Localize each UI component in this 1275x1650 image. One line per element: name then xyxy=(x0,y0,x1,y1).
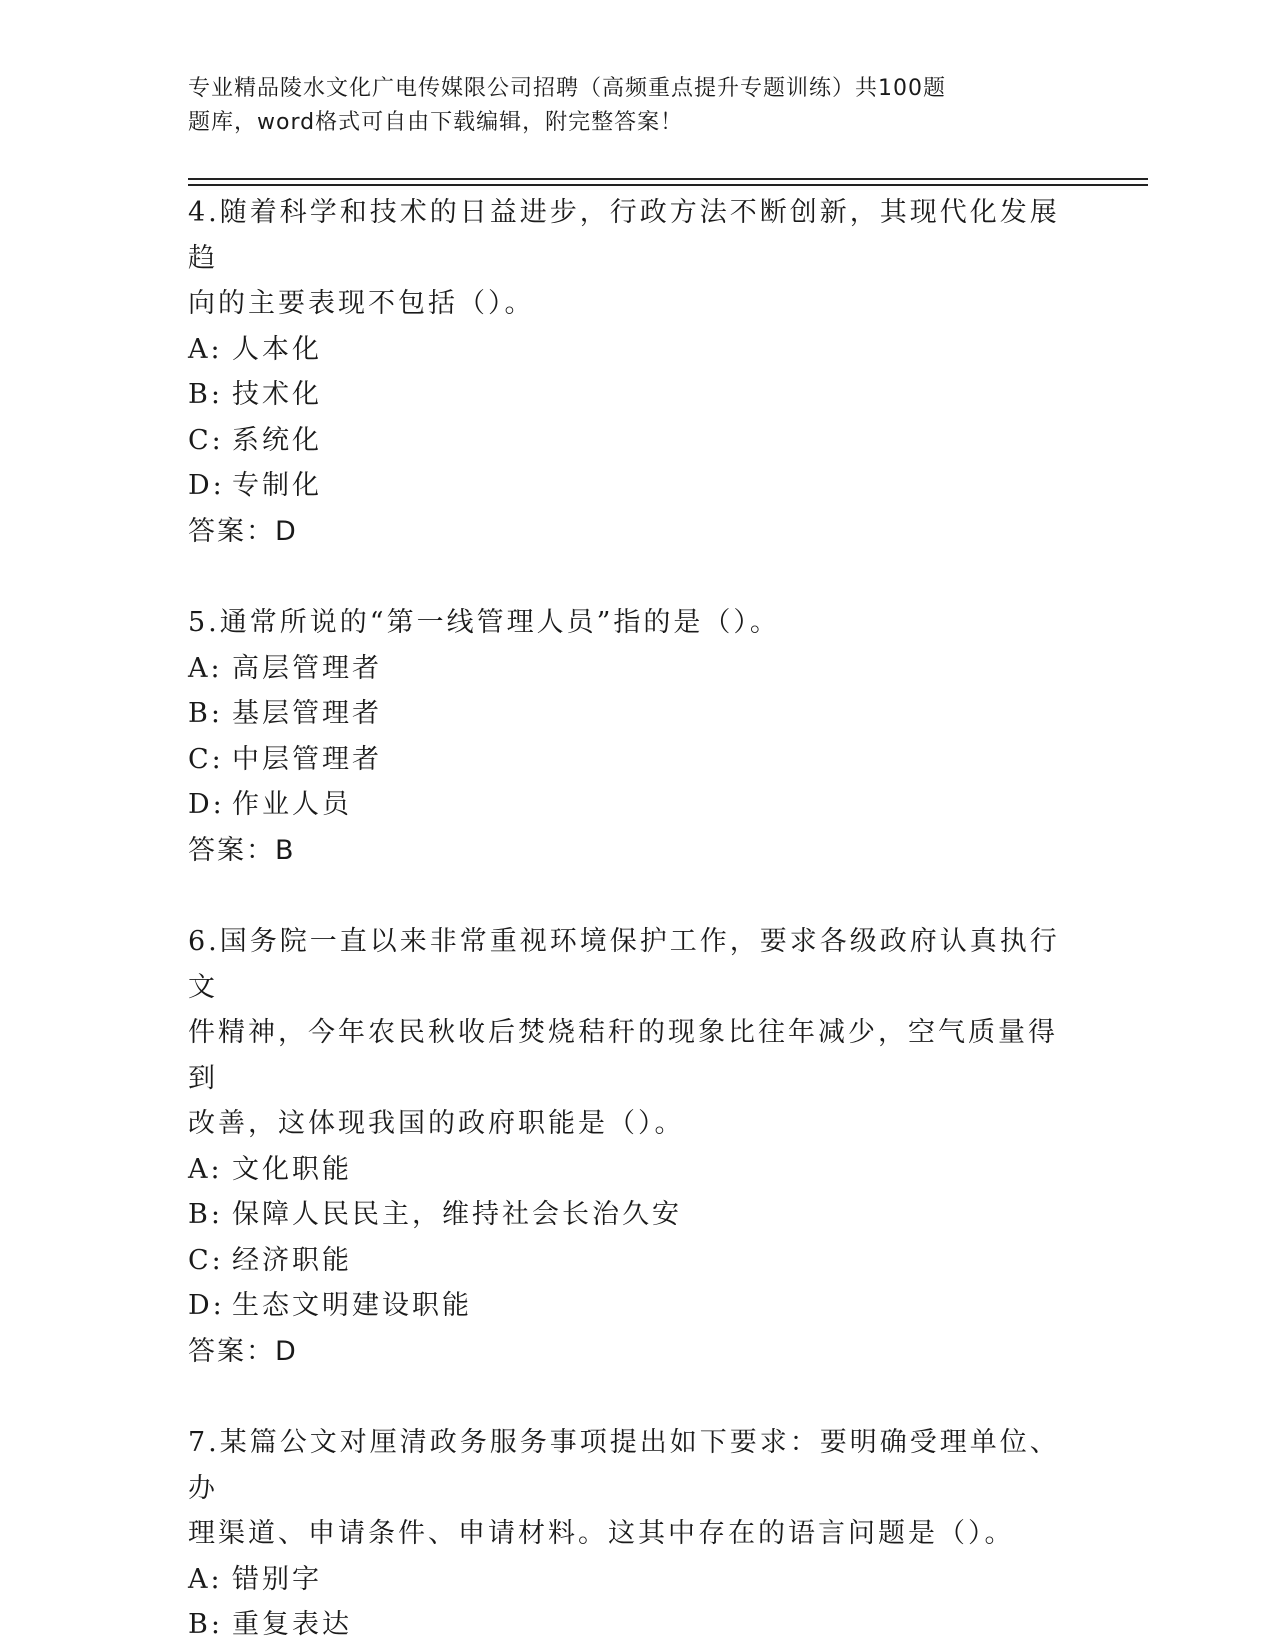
option-text: 专制化 xyxy=(232,470,322,501)
option-a xyxy=(188,1147,1068,1193)
document-header xyxy=(188,72,1048,140)
option-c xyxy=(188,418,1068,464)
option-a xyxy=(188,327,1068,373)
question-text-line: 7.某篇公文对厘清政务服务事项提出如下要求：要明确受理单位、办 xyxy=(188,1427,1060,1504)
option-d xyxy=(188,782,1068,828)
option-text: 作业人员 xyxy=(232,789,352,820)
option-text: 系统化 xyxy=(232,424,322,456)
question-text-line: 理渠道、申请条件、申请材料。这其中存在的语言问题是（）。 xyxy=(188,1518,1015,1549)
option-b xyxy=(188,372,1068,418)
option-text: 生态文明建设职能 xyxy=(232,1290,472,1321)
option-letter: B: xyxy=(188,698,223,729)
header-line-1: 专业精品陵水文化广电传媒限公司招聘（高频重点提升专题训练）共100题 xyxy=(188,76,946,101)
answer-text: 答案：B xyxy=(188,834,296,866)
option-a xyxy=(188,1557,1068,1603)
question-item xyxy=(188,919,1068,1374)
option-letter: A: xyxy=(188,333,223,365)
question-text-line: 4.随着科学和技术的日益进步，行政方法不断创新，其现代化发展趋 xyxy=(188,197,1060,274)
option-text: 高层管理者 xyxy=(232,652,382,684)
option-letter: C: xyxy=(188,424,224,456)
option-letter: A: xyxy=(188,652,223,684)
option-letter: A: xyxy=(188,1563,223,1595)
option-letter: C: xyxy=(188,1244,224,1276)
option-letter: B: xyxy=(188,1609,223,1640)
option-text: 文化职能 xyxy=(232,1153,352,1185)
option-letter: C: xyxy=(188,743,224,775)
option-letter: B: xyxy=(188,379,223,410)
option-text: 中层管理者 xyxy=(232,743,382,775)
header-divider-top xyxy=(188,178,1148,180)
option-text: 技术化 xyxy=(232,379,322,410)
option-b xyxy=(188,1602,1068,1648)
option-b xyxy=(188,1192,1068,1238)
option-c xyxy=(188,737,1068,783)
option-d xyxy=(188,463,1068,509)
option-text: 错别字 xyxy=(232,1563,322,1595)
option-letter: A: xyxy=(188,1153,223,1185)
option-text: 经济职能 xyxy=(232,1244,352,1276)
header-divider-bottom xyxy=(188,184,1148,186)
question-item xyxy=(188,600,1068,873)
question-item xyxy=(188,1420,1068,1648)
header-line-2: 题库，word格式可自由下载编辑，附完整答案！ xyxy=(188,110,684,135)
answer-text: 答案：D xyxy=(188,1335,298,1367)
option-d xyxy=(188,1283,1068,1329)
question-text-line: 改善，这体现我国的政府职能是（）。 xyxy=(188,1108,685,1139)
question-text-line: 5.通常所说的“第一线管理人员”指的是（）。 xyxy=(188,607,780,638)
option-text: 人本化 xyxy=(232,333,322,365)
option-letter: B: xyxy=(188,1199,223,1230)
option-a xyxy=(188,646,1068,692)
question-list xyxy=(188,190,1068,1648)
question-text-line: 6.国务院一直以来非常重视环境保护工作，要求各级政府认真执行文 xyxy=(188,926,1060,1003)
option-text: 保障人民民主，维持社会长治久安 xyxy=(232,1199,682,1230)
option-text: 基层管理者 xyxy=(232,698,382,729)
question-text-line: 向的主要表现不包括（）。 xyxy=(188,288,535,319)
option-letter: D: xyxy=(188,470,225,501)
option-b xyxy=(188,691,1068,737)
option-c xyxy=(188,1238,1068,1284)
option-letter: D: xyxy=(188,789,225,820)
question-item xyxy=(188,190,1068,554)
question-text-line: 件精神，今年农民秋收后焚烧秸秆的现象比往年减少，空气质量得到 xyxy=(188,1017,1058,1094)
option-text: 重复表达 xyxy=(232,1609,352,1640)
answer-text: 答案：D xyxy=(188,515,298,547)
option-letter: D: xyxy=(188,1290,225,1321)
